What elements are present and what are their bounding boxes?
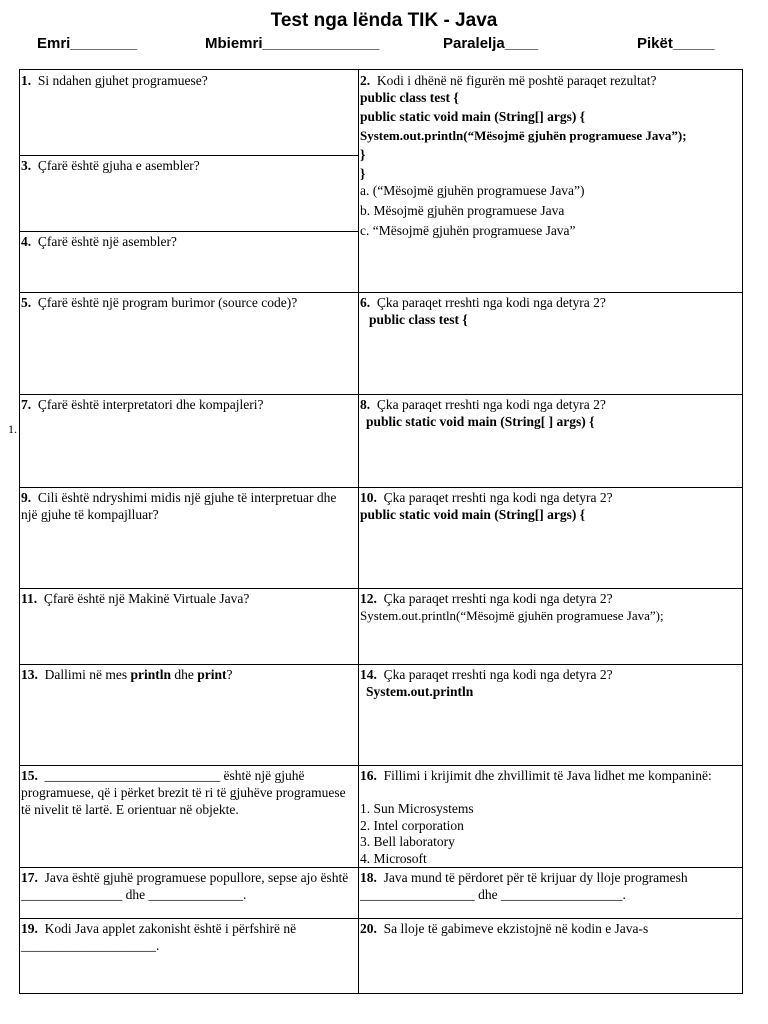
question-2: 2. Kodi i dhënë në figurën më poshtë paraqet rezultat? <box>360 73 657 88</box>
question-2-code: public class test { public static void main (String[] args) { System.out.println(“Mësojmë gjuhën programuese Java”); } } <box>360 90 687 181</box>
row-line <box>20 664 742 665</box>
row-line <box>20 918 742 919</box>
test-title: Test nga lënda TIK - Java <box>270 10 498 31</box>
question-10: 10. Çka paraqet rreshti nga kodi nga detyra 2? <box>360 490 613 505</box>
question-12: 12. Çka paraqet rreshti nga kodi nga detyra 2? <box>360 591 613 606</box>
class-field[interactable]: Paralelja____ <box>443 35 539 52</box>
question-10-code: public static void main (String[] args) { <box>360 507 586 522</box>
row-line <box>20 231 358 232</box>
question-19: 19. Kodi Java applet zakonisht është i përfshirë në ____________________. <box>21 921 297 953</box>
row-line <box>20 765 742 766</box>
row-line <box>20 588 742 589</box>
question-12-code: System.out.println(“Mësojmë gjuhën programuese Java”); <box>360 608 664 623</box>
question-6: 6. Çka paraqet rreshti nga kodi nga detyra 2? <box>360 295 606 310</box>
question-13: 13. Dallimi në mes println dhe print? <box>21 667 233 682</box>
question-4: 4. Çfarë është një asembler? <box>21 234 177 249</box>
row-line <box>20 155 358 156</box>
question-5: 5. Çfarë është një program burimor (source code)? <box>21 295 298 310</box>
option-3[interactable]: 3. Bell laboratory <box>360 834 455 849</box>
question-3: 3. Çfarë është gjuha e asembler? <box>21 158 200 173</box>
question-8: 8. Çka paraqet rreshti nga kodi nga detyra 2? <box>360 397 606 412</box>
name-field[interactable]: Emri________ <box>37 35 138 52</box>
option-b[interactable]: b. Mësojmë gjuhën programuese Java <box>360 203 565 218</box>
option-c[interactable]: c. “Mësojmë gjuhën programuese Java” <box>360 223 576 238</box>
option-2[interactable]: 2. Intel corporation <box>360 817 464 833</box>
question-16: 16. Fillimi i krijimit dhe zhvillimit të Java lidhet me kompaninë: <box>360 768 712 783</box>
question-11: 11. Çfarë është një Makinë Virtuale Java? <box>21 591 250 606</box>
question-17: 17. Java është gjuhë programuese popullore, sepse ajo është _______________ dhe ______________. <box>21 870 349 902</box>
row-line <box>20 292 742 293</box>
margin-note: 1. <box>8 422 17 436</box>
question-20: 20. Sa lloje të gabimeve ekzistojnë në kodin e Java-s <box>360 921 649 936</box>
column-divider <box>358 70 359 993</box>
question-9: 9. Cili është ndryshimi midis një gjuhe të interpretuar dhe një gjuhe të kompajlluar? <box>21 490 337 522</box>
question-7: 7. Çfarë është interpretatori dhe kompajleri? <box>21 397 264 412</box>
question-6-code: public class test { <box>369 312 468 327</box>
option-1[interactable]: 1. Sun Microsystems <box>360 801 474 816</box>
row-line <box>20 487 742 488</box>
question-2-options <box>360 181 585 241</box>
option-a[interactable]: a. (“Mësojmë gjuhën programuese Java”) <box>360 183 585 198</box>
question-8-code: public static void main (String[ ] args) { <box>366 414 595 429</box>
question-16-options <box>360 801 474 867</box>
row-line <box>20 394 742 395</box>
points-field[interactable]: Pikët_____ <box>637 35 715 52</box>
question-table <box>19 69 743 994</box>
question-18: 18. Java mund të përdoret për të krijuar dy lloje programesh _________________ dhe __________________. <box>360 870 688 902</box>
question-14: 14. Çka paraqet rreshti nga kodi nga detyra 2? <box>360 667 613 682</box>
option-4[interactable]: 4. Microsoft <box>360 850 427 866</box>
surname-field[interactable]: Mbiemri______________ <box>205 35 380 52</box>
question-1: 1. Si ndahen gjuhet programuese? <box>21 73 208 88</box>
row-line <box>20 867 742 868</box>
question-15: 15. __________________________ është një gjuhë programuese, që i përket brezit të ri të gjuhëve programuese të nivelit të lartë. E orientuar në objekte. <box>21 768 346 817</box>
question-14-code: System.out.println <box>366 684 474 699</box>
